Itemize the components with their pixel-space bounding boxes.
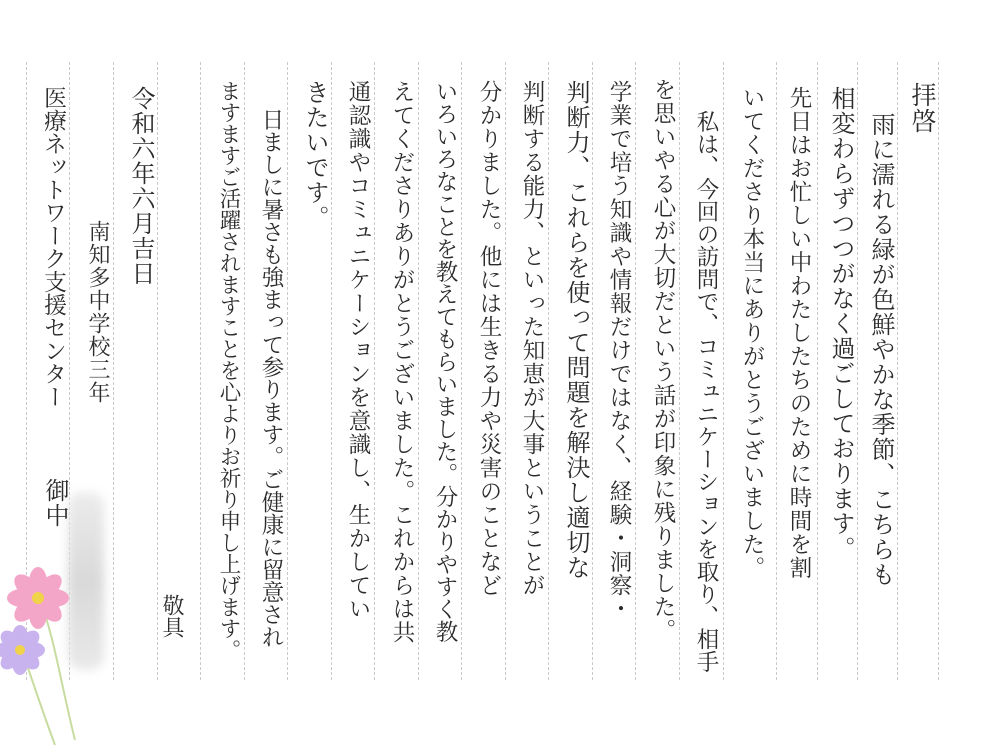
closing-keigu: 敬具 [159, 594, 184, 638]
body-line: ますますご活躍されますことを心よりお祈り申し上げます。 [216, 80, 241, 661]
body-line: いてくださり本当にありがとうございました。 [739, 86, 765, 580]
body-line: 学業で培う知識や情報だけではなく、経験・洞察・ [606, 80, 632, 621]
body-line: 分かりました。他には生きる力や災害のことなど [476, 80, 502, 597]
ruled-line [200, 62, 201, 680]
recipient-honorific: 御中 [41, 478, 69, 528]
letter-heading: 拝啓 [908, 82, 937, 134]
body-line: 相変わらずつつがなく過ごしております。 [827, 86, 855, 561]
body-line: 判断する能力、といった知恵が大事ということが [519, 80, 545, 597]
ruled-line [817, 62, 818, 680]
cosmos-flower-icon [0, 560, 120, 750]
ruled-line [776, 62, 777, 680]
sender-school: 南知多中学校三年 [85, 220, 110, 404]
letter-date: 令和六年六月吉日 [127, 86, 155, 286]
body-line: 通認識やコミュニケーションを意識し、生かしてい [345, 80, 371, 621]
body-line: えてくださりありがとうございました。これからは共 [389, 80, 415, 644]
body-line: 先日はお忙しい中わたしたちのために時間を割 [786, 86, 812, 580]
body-line: 日ましに暑さも強まって参ります。ご健康に留意され [258, 108, 284, 648]
ruled-line [723, 62, 724, 680]
body-line: 私は、今回の訪問で、コミュニケーションを取り、相手 [693, 110, 719, 673]
body-line: 雨に濡れる緑が色鮮やかな季節、こちらも [867, 112, 895, 587]
body-line: きたいです。 [301, 80, 329, 230]
body-line: 判断力、これらを使って問題を解決し適切な [562, 80, 590, 580]
body-line: いろいろなことを教えてもらいました。分かりやすく教 [432, 80, 458, 643]
body-line: を思いやる心が大切だという話が印象に残りました。 [650, 78, 676, 642]
recipient: 医療ネットワーク支援センター [40, 86, 66, 408]
